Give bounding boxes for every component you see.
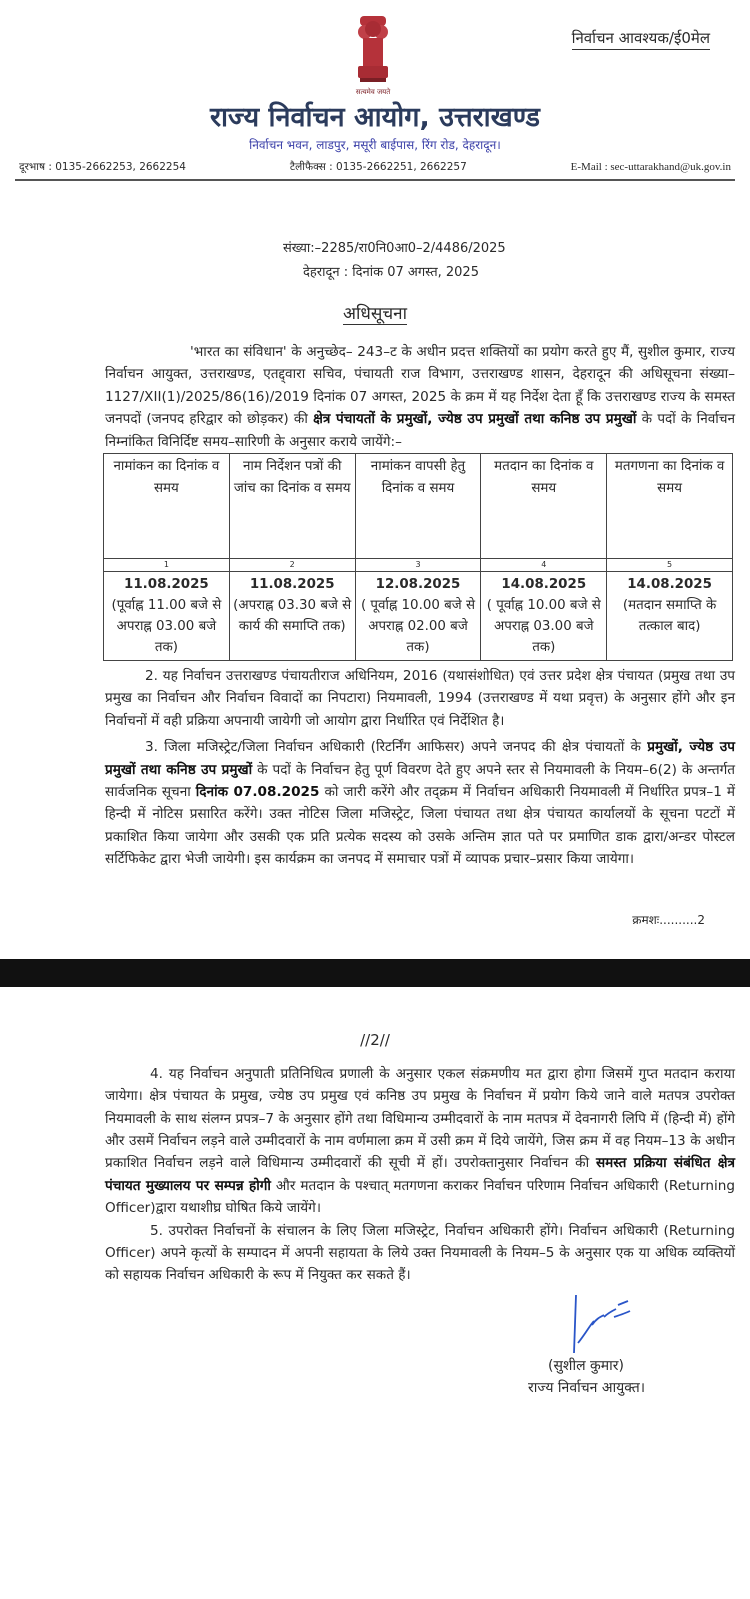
paragraph-2: 2. यह निर्वाचन उत्तराखण्ड पंचायतीराज अधिनियम, 2016 (यथासंशोधित) एवं उत्तर प्रदेश क्षेत्र पंचायत (प्रमुख तथा उप प्रमुख का निर्वाचन और निर्वाचन विवादों का निपटारा) नियमावली, 1994 (उत्तराखण्ड में यथा प्रवृत्त) के अनुसार होंगे और इन निर्वाचनों में वही प्रक्रिया अपनायी जायेगी जो आयोग द्वारा निर्धारित एवं निर्देशित है। [105,668,735,729]
table-cell [104,572,230,661]
table-cell [229,572,355,661]
schedule-date: 14.08.2025 [501,577,587,593]
contact-row [15,160,735,175]
paragraph-5: 5. उपरोक्त निर्वाचनों के संचालन के लिए जिला मजिस्ट्रेट, निर्वाचन अधिकारी होंगे। निर्वाचन अधिकारी (Returning Officer) अपने कृत्यों के सम्पादन में अपनी सहायता के लिये उक्त नियमावली के नियम–5 के अनुसार एक या अधिक व्यक्तियों को सहायक निर्वाचन अधिकारी के रूप में नियुक्त कर सकते हैं। [105,1222,735,1284]
page-number: //2// [360,1030,390,1049]
signature-icon [568,1295,638,1355]
confidential-label: निर्वाचन आवश्यक/ई0मेल [572,28,710,50]
phone-number: दूरभाष : 0135-2662253, 2662254 [19,161,186,173]
para3-text: 3. जिला मजिस्ट्रेट/जिला निर्वाचन अधिकारी (रिटर्निंग आफिसर) अपने जनपद की क्षेत्र पंचायतों के [145,739,648,756]
page-2 [0,1029,750,1419]
reference-block [15,237,735,285]
schedule-date: 14.08.2025 [627,577,712,593]
schedule-time: (पूर्वाह्न 11.00 बजे से अपराह्न 03.00 बजे तक) [111,598,222,656]
state-emblem-icon [338,12,408,98]
signatory-name: (सुशील कुमार) [548,1357,624,1374]
table-cell [481,572,607,661]
election-schedule-table [103,453,733,661]
schedule-time: ( पूर्वाह्न 10.00 बजे से अपराह्न 02.00 बजे तक) [360,598,476,656]
table-header: नामांकन वापसी हेतु दिनांक व समय [355,454,481,559]
reference-number: संख्या:–2285/रा0नि0आ0–2/4486/2025 [283,241,506,256]
table-header: नाम निर्देशन पत्रों की जांच का दिनांक व समय [229,454,355,559]
para4-text: 4. यह निर्वाचन अनुपाती प्रतिनिधित्व प्रणाली के अनुसार एकल संक्रमणीय मत द्वारा होगा जिसमें गुप्त मतदान कराया जायेगा। क्षेत्र पंचायत के प्रमुख, ज्येष्ठ उप प्रमुख एवं कनिष्ठ उप प्रमुख के निर्वाचन में प्रयोग किये जाने वाले मतपत्र उपरोक्त नियमावली के साथ संलग्न प्रपत्र–7 के अनुसार होंगे तथा विधिमान्य उम्मीदवारों के नाम मतपत्र में देवनागरी लिपि में (हिन्दी में) होंगे और उसमें निर्वाचन लड़ने वाले उम्मीदवारों के नाम वर्णमाला क्रम में उसी क्रम में दिये जायेंगे, जिस क्रम में वह नियम–13 के अधीन प्रकाशित निर्वाचन लड़ने वाले विधिमान्य उम्मीदवारों की सूची में हों। उपरोक्तानुसार निर्वाचन की [105,1065,735,1172]
table-header: मतदान का दिनांक व समय [481,454,607,559]
column-number: 4 [481,559,607,572]
column-number: 2 [229,559,355,572]
notification-heading-text: अधिसूचना [343,304,407,324]
notification-heading [15,301,735,327]
schedule-time: ( पूर्वाह्न 10.00 बजे से अपराह्न 03.00 बजे तक) [486,598,601,656]
organization-address: निर्वाचन भवन, लाडपुर, मसूरी बाईपास, रिंग रोड, देहरादून। [249,138,501,152]
para4-bold: समस्त प्रक्रिया संबंधित क्षेत्र पंचायत मुख्यालय पर सम्पन्न होगी [105,1155,735,1194]
para3-text-end: को जारी करेंगे और तद्क्रम में निर्वाचन अधिकारी नियमावली में निर्धारित प्रपत्र–1 में हिन्दी में नोटिस प्रसारित करेंगे। उक्त नोटिस जिला मजिस्ट्रेट, जिला पंचायत तथा क्षेत्र पंचायत कार्यालयों के सूचना पटटों में प्रकाशित किया जायेगा और उसकी एक प्रति प्रत्येक सदस्य को उसके अन्तिम ज्ञात पते पर प्रमाणित डाक द्वारा/अन्डर पोस्टल सर्टिफिकेट द्वारा भेजी जायेगी। इस कार्यक्रम का जनपद में समाचार पत्रों में व्यापक प्रचार–प्रसार किया जायेगा। [105,784,735,868]
telefax-number: टैलीफैक्स : 0135-2662251, 2662257 [289,161,467,173]
paragraph-3 [105,736,735,870]
organization-title: राज्य निर्वाचन आयोग, उत्तराखण्ड [209,102,540,133]
header-divider [15,179,735,181]
para1-text-end: के पदों के निर्वाचन निम्नांकित विनिर्दिष्ट समय–सारिणी के अनुसार कराये जायेंगे:– [105,411,736,450]
table-header: नामांकन का दिनांक व समय [104,454,230,559]
para3-bold: प्रमुखों, ज्येष्ठ उप प्रमुखों तथा कनिष्ठ उप प्रमुखों [105,739,735,778]
letterhead [15,0,735,98]
schedule-time: (मतदान समाप्ति के तत्काल बाद) [622,598,717,635]
reference-date: देहरादून : दिनांक 07 अगस्त, 2025 [303,265,479,280]
continued-marker: क्रमशः..........2 [632,912,705,927]
signatory-designation: राज्य निर्वाचन आयुक्त। [528,1379,646,1396]
paragraph-1 [105,341,735,453]
schedule-date: 11.08.2025 [249,577,335,593]
signature-block [15,1295,735,1419]
para1-text: 'भारत का संविधान' के अनुच्छेद– 243–ट के अधीन प्रदत्त शक्तियों का प्रयोग करते हुए मैं, सुशील कुमार, राज्य निर्वाचन आयुक्त, उत्तराखण्ड, एतद्द्वारा सचिव, पंचायती राज विभाग, उत्तराखण्ड शासन, देहरादून की अधिसूचना संख्या–1127/XII(1)/2025/86(16)/2019 दिनांक 07 अगस्त, 2025 के क्रम में यह निर्देश देता हूँ कि उत्तराखण्ड राज्य के समस्त जनपदों (जनपद हरिद्वार को छोड़कर) की [105,344,735,428]
column-number: 3 [355,559,481,572]
emblem-motto: सत्यमेव जयते [355,88,391,96]
page-separator [0,959,750,987]
column-number: 1 [104,559,230,572]
schedule-date: 12.08.2025 [375,577,461,593]
paragraph-4 [105,1063,735,1220]
para3-text: के पदों के निर्वाचन हेतु पूर्ण विवरण देते हुए अपने स्तर से नियमावली के नियम–6(2) के अन्तर्गत सार्वजनिक सूचना [105,761,736,801]
para4-text-end: और मतदान के पश्चात् मतगणना कराकर निर्वाचन परिणाम निर्वाचन अधिकारी (Returning Officer)द्वारा यथाशीघ्र घोषित किये जायेंगे। [105,1177,736,1217]
para1-bold: क्षेत्र पंचायतों के प्रमुखों, ज्येष्ठ उप प्रमुखों तथा कनिष्ठ उप प्रमुखों [313,411,637,428]
table-header: मतगणना का दिनांक व समय [607,454,733,559]
schedule-date: 11.08.2025 [124,577,209,593]
column-number: 5 [607,559,733,572]
table-cell [355,572,481,661]
schedule-time: (अपराह्न 03.30 बजे से कार्य की समाप्ति तक) [233,598,352,635]
para3-bold-date: दिनांक 07.08.2025 [195,784,320,801]
table-cell [607,572,733,661]
email-address: E-Mail : sec-uttarakhand@uk.gov.in [570,161,731,173]
